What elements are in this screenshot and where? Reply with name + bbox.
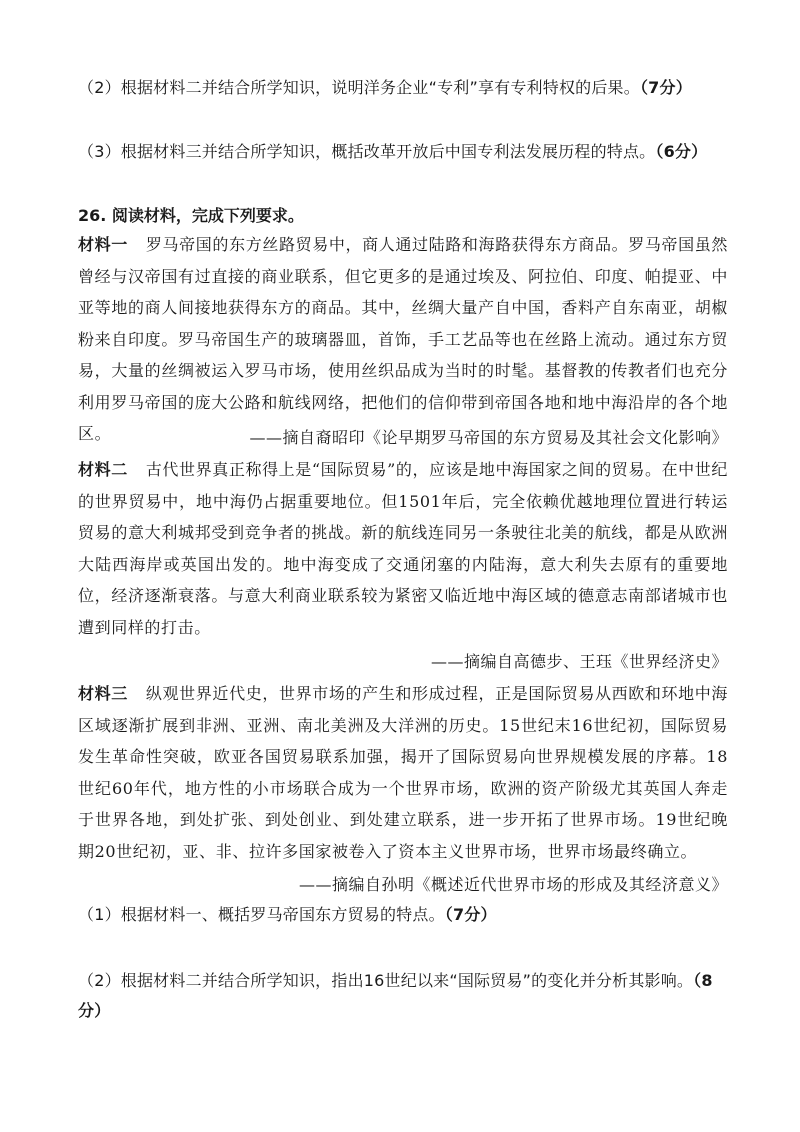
material-3 <box>78 678 728 867</box>
material-3-text: 纵观世界近代史，世界市场的产生和形成过程，正是国际贸易从西欧和环地中海区域逐渐扩展到非洲、亚洲、南北美洲及大洋洲的历史。15世纪末16世纪初，国际贸易发生革命性突破，欧亚各国贸易联系加强，揭开了国际贸易向世界规模发展的序幕。18世纪60年代，地方性的小市场联合成为一个世界市场，欧洲的资产阶级尤其英国人奔走于世界各地，到处扩张、到处创业、到处建立联系，进一步开拓了世界市场。19世纪晚期20世纪初，亚、非、拉许多国家被卷入了资本主义世界市场，世界市场最终确立。 <box>78 684 728 861</box>
material-3-label: 材料三 <box>78 684 128 703</box>
question-26-2-points: （8分） <box>78 971 713 1020</box>
prev-question-3-points: （6分） <box>655 142 708 161</box>
material-3-source: ——摘编自孙明《概述近代世界市场的形成及其经济意义》 <box>298 875 728 894</box>
prev-question-2 <box>78 76 728 100</box>
question-26-1-text: （1）根据材料一、概括罗马帝国东方贸易的特点。 <box>78 905 445 924</box>
material-2-text: 古代世界真正称得上是“国际贸易”的，应该是地中海国家之间的贸易。在中世纪的世界贸易中，地中海仍占据重要地位。但1501年后，完全依赖优越地理位置进行转运贸易的意大利城邦受到竞争者的挑战。新的航线连同另一条驶往北美的航线，都是从欧洲大陆西海岸或英国出发的。地中海变成了交通闭塞的内陆海，意大利失去原有的重要地位，经济逐渐衰落。与意大利商业联系较为紧密又临近地中海区域的德意志南部诸城市也遭到同样的打击。 <box>78 460 728 637</box>
prev-question-2-text: （2）根据材料二并结合所学知识，说明洋务企业“专利”享有专利特权的后果。 <box>78 78 640 97</box>
material-1-text: 罗马帝国的东方丝路贸易中，商人通过陆路和海路获得东方商品。罗马帝国虽然曾经与汉帝国有过直接的商业联系，但它更多的是通过埃及、阿拉伯、印度、帕提亚、中亚等地的商人间接地获得东方的商品。其中，丝绸大量产自中国，香料产自东南亚，胡椒粉来自印度。罗马帝国生产的玻璃器皿，首饰，手工艺品等也在丝路上流动。通过东方贸易，大量的丝绸被运入罗马市场，使用丝织品成为当时的时髦。基督教的传教者们也充分利用罗马帝国的庞大公路和航线网络，把他们的信仰带到帝国各地和地中海沿岸的各个地区。 <box>78 235 728 443</box>
material-1 <box>78 229 728 450</box>
prev-question-3-text: （3）根据材料三并结合所学知识，概括改革开放后中国专利法发展历程的特点。 <box>78 142 656 161</box>
material-2 <box>78 454 728 643</box>
prev-question-2-points: （7分） <box>639 78 692 97</box>
question-26-1 <box>78 903 728 927</box>
question-26-2 <box>78 966 728 1026</box>
material-2-source: ——摘编自高德步、王珏《世界经济史》 <box>430 652 728 671</box>
prev-question-3 <box>78 140 728 164</box>
question-26-2-text: （2）根据材料二并结合所学知识，指出16世纪以来“国际贸易”的变化并分析其影响。 <box>78 971 694 990</box>
material-2-label: 材料二 <box>78 460 128 479</box>
material-1-source: ——摘自裔昭印《论早期罗马帝国的东方贸易及其社会文化影响》 <box>249 428 728 447</box>
question-26-1-points: （7分） <box>444 905 497 924</box>
material-1-label: 材料一 <box>78 235 128 254</box>
question-26-heading: 26. 阅读材料，完成下列要求。 <box>78 206 304 225</box>
